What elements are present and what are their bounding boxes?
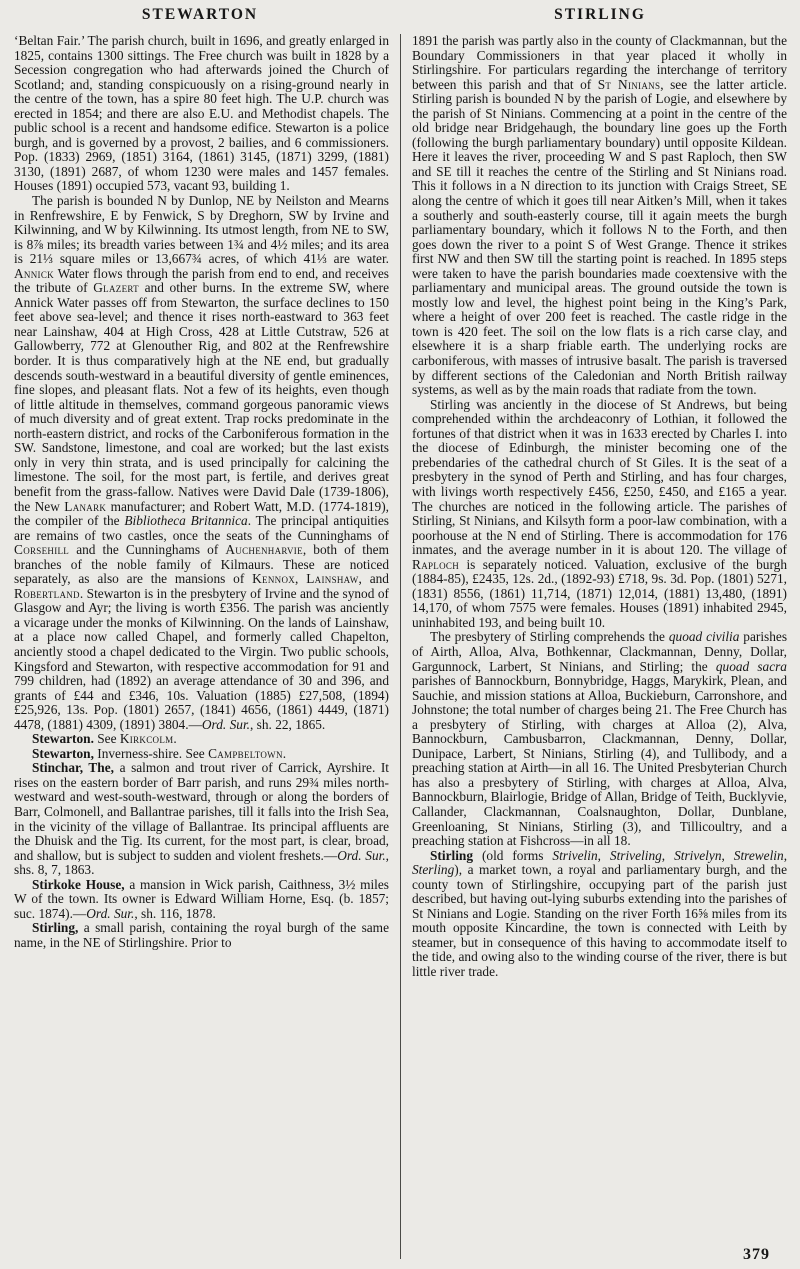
text-run: 1891 the parish was partly also in the county of Clackmannan, but the Boundary Commissioners in that year placed it wholly in Stirlingshire. For particulars regarding the interchange of territory between this parish and that of xyxy=(412,33,787,92)
page-number: 379 xyxy=(743,1246,770,1263)
text-run: a mansion in Wick parish, Caithness, 3½ miles W of the town. Its owner is Edward William Horne, Esq. (b. 1857; suc. 1874).— xyxy=(14,876,389,921)
text-run: Striveling xyxy=(609,847,662,863)
text-run: The presbytery of Stirling comprehends the xyxy=(430,629,669,645)
paragraph xyxy=(14,921,389,950)
running-heads xyxy=(0,6,800,32)
text-run: , xyxy=(783,847,788,863)
text-run: Auchenharvie xyxy=(225,542,303,558)
paragraph xyxy=(412,630,787,848)
paragraph xyxy=(412,34,787,398)
text-run: ‘Beltan Fair.’ The parish church, built in 1696, and greatly enlarged in 1825, contains 1300 sittings. The Free church was built in 1828 by a Secession congregation who had afterwards joined the Church of Scotland; and, standing conspicuously on a rising-ground nearly in the centre of the town, has a spire 80 feet high. The U.P. church was erected in 1854; and there are also E.U. and Methodist chapels. The public school is a recent and handsome edifice. Stewarton is a police burgh, and is governed by a provost, 2 bailies, and 6 commissioners. Pop. (1833) 2969, (1851) 3164, (1861) 3145, (1871) 3299, (1881) 3130, (1891) 2687, of whom 1230 were males and 1457 females. Houses (1891) occupied 573, vacant 93, building 1. xyxy=(14,33,389,194)
text-run: , sh. 116, 1878. xyxy=(134,905,216,921)
text-run: Stewarton. xyxy=(32,731,94,747)
paragraph xyxy=(412,849,787,980)
text-run: Lainshaw xyxy=(306,571,359,587)
paragraph xyxy=(14,732,389,747)
text-run: a small parish, containing the royal burgh of the same name, in the NE of Stirlingshire. Prior to xyxy=(14,920,389,950)
text-run: Water flows through the parish from end to end, and receives the tribute of xyxy=(14,265,389,296)
text-run: Strewelin xyxy=(733,847,784,863)
text-run: Raploch xyxy=(412,556,460,572)
text-run: Kennox xyxy=(252,571,296,587)
left-column xyxy=(14,34,400,1259)
text-run: ), a market town, a royal and parliamentary burgh, and the county town of Stirlingshire, occupying part of the parish just described, but having out-lying suburbs extending into the parishes of St Ninians and Logie. Standing on the river Forth 16⅝ miles from its mouth opposite Kincardine, the town is connected with Leith by steamer, but in consequence of this having to accommodate itself to the tide, and owing also to the winding course of the river, there is but little river trade. xyxy=(412,862,787,979)
text-run: Stirkoke House, xyxy=(32,876,125,892)
text-run: . Stewarton is in the presbytery of Irvine and the synod of Glasgow and Ayr; the living is worth £356. The parish was anciently a vicarage under the monks of Kilwinning. On the lands of Lainshaw, at a place now called Chapel, and formerly called Chapelton, anciently stood a chapel dedicated to the Virgin. Two public schools, Kingsford and Stewarton, with respective accommodation for 91 and 799 children, had (1892) an average attendance of 30 and 396, and grants of £44 and £346, 10s. Valuation (1885) £27,508, (1894) £25,926, 13s. Pop. (1801) 2657, (1841) 4656, (1861) 4449, (1871) 4478, (1881) 4309, (1891) 3804.— xyxy=(14,585,389,732)
text-run: a salmon and trout river of Carrick, Ayrshire. It rises on the eastern border of Barr parish, and runs 29¾ miles north-westward and west-south-westward, through or along the borders of Barr, Colmonell, and Ballantrae parishes, till it falls into the Irish Sea, in the vicinity of the village of Ballantrae. Its principal affluents are the Dhuisk and the Tig. Its current, for the most part, is clear, broad, and shallow, but is subject to sudden and violent freshets.— xyxy=(14,760,390,863)
text-run: Sterling xyxy=(412,862,455,878)
text-run: quoad civilia xyxy=(668,629,740,645)
text-run: , xyxy=(721,847,734,863)
paragraph xyxy=(14,34,389,194)
text-run: . The principal antiquities are remains of two castles, once the seats of the Cunninghams of xyxy=(14,513,389,543)
text-run: Robertland xyxy=(14,585,80,601)
text-run: Annick xyxy=(14,265,54,281)
text-run: , xyxy=(661,847,675,863)
text-run: Campbeltown xyxy=(208,745,283,761)
text-run: Strivelin xyxy=(552,847,598,863)
running-head-left: STEWARTON xyxy=(141,6,259,23)
text-run: . xyxy=(173,731,177,747)
text-run: Ord. Sur. xyxy=(337,847,386,863)
text-run: and other burns. In the extreme SW, where Annick Water passes off from Stewarton, the surface declines to 150 feet above sea-level; and thence it rises north-eastward to 363 feet near Lainshaw, 404 at High Cross, 428 at Little Cutstraw, 526 at Gallowberry, 772 at Glenouther Rig, and 802 at the Renfrewshire border. It is thus comparatively high at the NE end, but gradually descends south-westward in a beautiful diversity of gentle eminences, fine slopes, and pleasant flats. Not a few of its heights, even though of little altitude in themselves, command gorgeous panoramic views of much diversity and of great extent. Trap rocks predominate in the north-eastern district, and rocks of the Carboniferous formation in the SW. Sandstone, limestone, and coal are worked; but the last exists only in very thin strata, and is used principally for calcining the limestone. The soil, for the most part, is fertile, and derives great benefit from the grass-fallow. Natives were David Dale (1739-1806), the New xyxy=(14,280,389,514)
text-run: quoad sacra xyxy=(715,658,787,674)
text-run: and the Cunninghams of xyxy=(69,542,226,558)
running-head-right: STIRLING xyxy=(554,6,646,23)
text-run: , see the latter article. Stirling parish is bounded N by the parish of Logie, and elsewhere by the parish of St Ninians. Commencing at a point in the centre of the old bridge near Bridgehaugh, the boundary line goes up the Forth (following the burgh parliamentary boundary) until opposite Kildean. Here it leaves the river, proceeding W and S past Raploch, then SW and SE till it reaches the centre of the Stirling and St Ninians road. This it follows in a N direction to its junction with Craigs Street, SE along the centre of which it goes till near Aitken’s Mill, when it takes a southerly and south-easterly course, till it again meets the burgh parliamentary boundary, which it follows N to the Forth, and then goes down the river to a point S of West Grange. Thence it strikes first NW and then SW till the starting point is reached. In 1895 steps were taken to have the parish boundaries made coextensive with the parliamentary and municipal areas. The ground outside the town is mostly low and level, the highest point being in the King’s Park, where a height of over 200 feet is reached. The castle ridge in the town is 420 feet. The soil on the low flats is a rich carse clay, and elsewhere it is a sharp friable earth. The underlying rocks are carboniferous, with masses of intrusive basalt. The parish is traversed by different sections of the Caledonian and North British railway systems, as well as by the main roads that radiate from the town. xyxy=(412,76,787,398)
paragraph xyxy=(14,761,389,877)
text-run: , xyxy=(597,847,610,863)
paragraph xyxy=(412,398,787,631)
text-run: parishes of Bannockburn, Bonnybridge, Haggs, Marykirk, Plean, and Sauchie, and mission stations at Alloa, Buckieburn, Carronshore, and Johnstone; the total number of charges being 21. The Free Church has a presbytery of Stirling, with charges at Alloa (2), Alva, Bannockburn, Cambusbarron, Clackmannan, Denny, Dollar, Dunipace, Larbert, St Ninians, Stirling (4), and Tullibody, and a preaching station at Airth—in all 16. The United Presbyterian Church has also a presbytery of Stirling, with charges at Alloa, Alva, Bannockburn, Blairlogie, Bridge of Allan, Bridge of Teith, Bucklyvie, Callander, Clackmannan, Coalsnaughton, Dollar, Dunblane, Greenloaning, St Ninians, Stirling (3), and Tillicoultry, and a preaching station at Fishcross—in all 18. xyxy=(412,673,787,849)
paragraph xyxy=(14,878,389,922)
paragraph xyxy=(14,747,389,762)
text-run: Lanark xyxy=(64,498,107,514)
text-run: is separately noticed. Valuation, exclusive of the burgh (1884-85), £2435, 12s. 2d., (1892-93) £718, 9s. 3d. Pop. (1801) 5271, (1831) 8556, (1861) 11,714, (1871) 12,014, (1881) 13,480, (1891) 14,170, of whom 7575 were females. Houses (1891) inhabited 2945, uninhabited 193, and being built 10. xyxy=(412,556,787,630)
text-run: Strivelyn xyxy=(674,847,722,863)
text-run: See xyxy=(93,731,120,747)
text-run: Glazert xyxy=(93,280,139,296)
right-column xyxy=(401,34,787,1259)
text-run: Kirkcolm xyxy=(119,731,174,747)
text-run: , shs. 8, 7, 1863. xyxy=(14,847,390,878)
text-run: parishes of Airth, Alloa, Alva, Bothkennar, Clackmannan, Denny, Dollar, Gargunnock, Larbert, St Ninians, and Stirling; the xyxy=(412,629,788,674)
text-run: Ord. Sur. xyxy=(86,905,135,921)
text-run: manufacturer; and Robert Watt, M.D. (1774-1819), the compiler of the xyxy=(14,498,390,529)
text-run: Stewarton, xyxy=(32,745,94,761)
paragraph xyxy=(14,194,389,732)
text-run: Ord. Sur. xyxy=(201,716,250,732)
text-run: Stirling xyxy=(430,847,474,863)
text-run: Bibliotheca Britannica xyxy=(124,513,248,529)
text-run: (old forms xyxy=(473,847,553,863)
text-run: , xyxy=(295,571,307,587)
text-run: , sh. 22, 1865. xyxy=(250,716,326,732)
text-run: Stirling, xyxy=(32,920,79,936)
text-run: Corsehill xyxy=(14,542,70,558)
text-run: Stirling was anciently in the diocese of St Andrews, but being comprehended within the archdeaconry of Lothian, it followed the fortunes of that district when it was in 1633 erected by Charles I. into the diocese of Edinburgh, the minister becoming one of the prebendaries of the cathedral church of St Giles. It is the seat of a presbytery in the synod of Perth and Stirling, and has four charges, with livings worth respectively £456, £250, £450, and £165 a year. The churches are noticed in the following article. The parishes of Stirling, St Ninians, and Kilsyth form a poor-law combination, with a poorhouse at the N end of Stirling. There is accommodation for 176 inmates, and the average number in it is about 120. The village of xyxy=(412,396,787,558)
text-run: . xyxy=(282,745,287,761)
text-run: Stinchar, The, xyxy=(32,760,114,776)
text-run: , and xyxy=(358,571,389,587)
text-run: The parish is bounded N by Dunlop, NE by Neilston and Mearns in Renfrewshire, E by Fenwick, S by Dreghorn, SW by Irvine and Kilwinning, and W by Kilwinning. Its utmost length, from NE to SW, is 8⅞ miles; its breadth varies between 1¾ and 4½ miles; and its area is 21⅓ square miles or 13,667¾ acres, of which 41⅓ are water. xyxy=(14,193,389,267)
text-run: , both of them branches of the noble family of Kilmaurs. These are noticed separately, as also are the mansions of xyxy=(14,542,389,587)
text-columns xyxy=(0,32,800,1259)
text-run: Inverness-shire. See xyxy=(93,745,209,761)
text-run: St Ninians xyxy=(597,76,661,92)
